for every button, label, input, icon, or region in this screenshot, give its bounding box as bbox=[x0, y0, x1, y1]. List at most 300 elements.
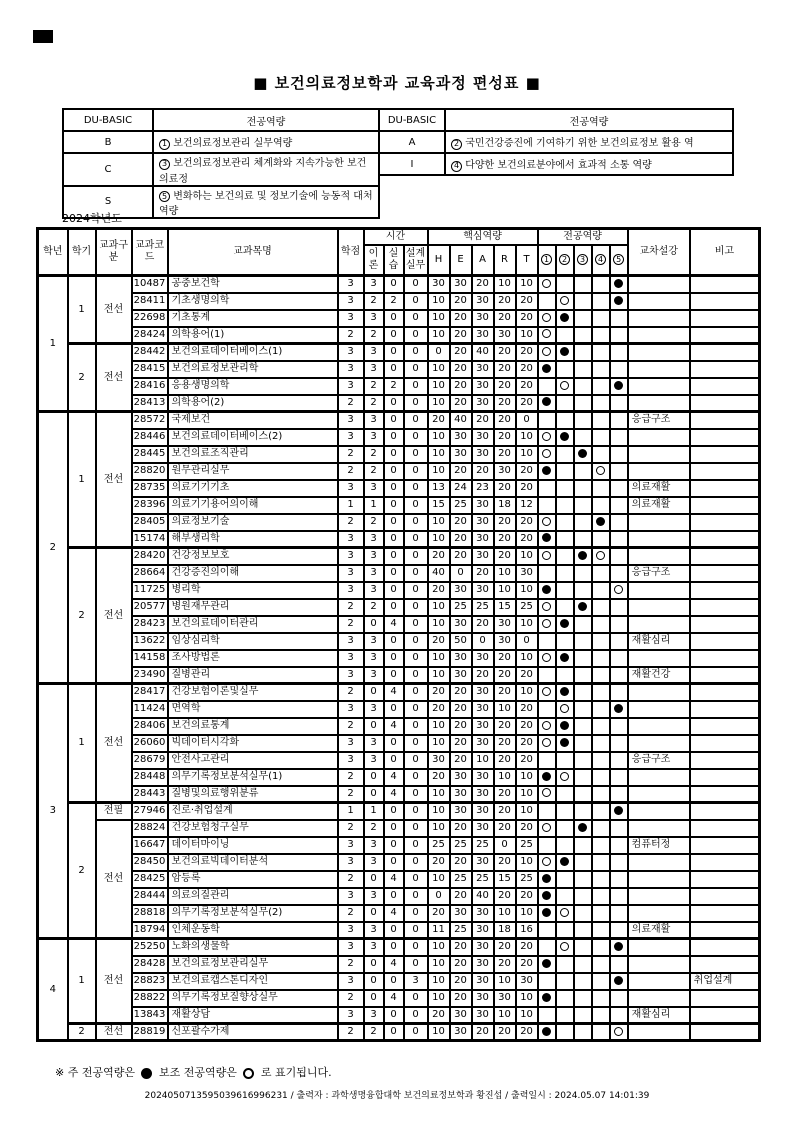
primary-competency-mark bbox=[596, 517, 605, 526]
circled-number: 5 bbox=[159, 191, 170, 202]
cell-major-mark-1 bbox=[538, 735, 556, 752]
cell-cross-listed bbox=[628, 786, 690, 803]
cell-heart-t: 20 bbox=[516, 514, 538, 531]
cell-hours-design: 0 bbox=[404, 939, 428, 956]
secondary-competency-mark bbox=[542, 449, 551, 458]
cell-heart-r: 30 bbox=[494, 990, 516, 1007]
cell-heart-h: 20 bbox=[428, 769, 450, 786]
cell-major-mark-2 bbox=[556, 803, 574, 820]
cell-major-mark-3 bbox=[574, 888, 592, 905]
cell-heart-a: 30 bbox=[472, 395, 494, 412]
cell-cross-listed: 컴퓨터정 bbox=[628, 837, 690, 854]
cell-course-type: 전필 bbox=[96, 803, 132, 820]
cell-course-code: 16647 bbox=[132, 837, 168, 854]
cell-hours-design: 0 bbox=[404, 412, 428, 429]
cell-hours-practice: 0 bbox=[384, 446, 404, 463]
course-row bbox=[38, 735, 760, 752]
cell-credits: 3 bbox=[338, 939, 364, 956]
cell-course-code: 28572 bbox=[132, 412, 168, 429]
cell-heart-r: 10 bbox=[494, 276, 516, 293]
course-row bbox=[38, 990, 760, 1007]
primary-competency-mark bbox=[614, 296, 623, 305]
cell-major-mark-3 bbox=[574, 276, 592, 293]
cell-major-mark-1 bbox=[538, 633, 556, 650]
cell-major-mark-2 bbox=[556, 735, 574, 752]
cell-course-name: 보건의료데이터베이스(1) bbox=[168, 344, 338, 361]
cell-major-mark-2 bbox=[556, 1007, 574, 1024]
cell-heart-t: 10 bbox=[516, 582, 538, 599]
course-row bbox=[38, 701, 760, 718]
header-semester: 학기 bbox=[68, 229, 96, 276]
course-row bbox=[38, 514, 760, 531]
cell-heart-r: 20 bbox=[494, 429, 516, 446]
cell-semester: 2 bbox=[68, 548, 96, 684]
cell-credits: 1 bbox=[338, 497, 364, 514]
cell-hours-design: 0 bbox=[404, 854, 428, 871]
cell-major-mark-1 bbox=[538, 786, 556, 803]
cell-hours-design: 0 bbox=[404, 752, 428, 769]
cell-heart-e: 20 bbox=[450, 735, 472, 752]
cell-major-mark-2 bbox=[556, 344, 574, 361]
cell-hours-design: 0 bbox=[404, 514, 428, 531]
cell-major-mark-1 bbox=[538, 548, 556, 565]
cell-course-code: 28446 bbox=[132, 429, 168, 446]
cell-heart-a: 30 bbox=[472, 429, 494, 446]
cell-major-mark-2 bbox=[556, 429, 574, 446]
cell-heart-r: 20 bbox=[494, 531, 516, 548]
cell-hours-theory: 2 bbox=[364, 514, 384, 531]
secondary-competency-mark bbox=[542, 619, 551, 628]
cell-cross-listed bbox=[628, 395, 690, 412]
cell-note bbox=[690, 786, 760, 803]
cell-credits: 3 bbox=[338, 701, 364, 718]
cell-cross-listed: 응급구조 bbox=[628, 565, 690, 582]
cell-major-mark-3 bbox=[574, 718, 592, 735]
secondary-competency-mark bbox=[542, 347, 551, 356]
cell-major-mark-2 bbox=[556, 1024, 574, 1041]
cell-hours-design: 0 bbox=[404, 871, 428, 888]
cell-major-mark-1 bbox=[538, 905, 556, 922]
cell-heart-e: 30 bbox=[450, 905, 472, 922]
cell-note bbox=[690, 718, 760, 735]
cell-heart-t: 10 bbox=[516, 990, 538, 1007]
cell-heart-r: 20 bbox=[494, 378, 516, 395]
cell-course-name: 병리학 bbox=[168, 582, 338, 599]
cell-major-mark-2 bbox=[556, 497, 574, 514]
secondary-competency-mark bbox=[542, 279, 551, 288]
cell-course-type: 전선 bbox=[96, 1024, 132, 1041]
cell-heart-a: 25 bbox=[472, 871, 494, 888]
cell-heart-t: 20 bbox=[516, 939, 538, 956]
competency-text: 다양한 보건의료분야에서 효과적 소통 역량 bbox=[465, 160, 652, 172]
cell-credits: 2 bbox=[338, 820, 364, 837]
cell-hours-practice: 4 bbox=[384, 956, 404, 973]
cell-major-mark-1 bbox=[538, 531, 556, 548]
cell-major-mark-5 bbox=[610, 718, 628, 735]
cell-hours-theory: 2 bbox=[364, 395, 384, 412]
cell-heart-a: 30 bbox=[472, 701, 494, 718]
cell-hours-design: 0 bbox=[404, 616, 428, 633]
cell-major-mark-5 bbox=[610, 735, 628, 752]
cell-hours-practice: 0 bbox=[384, 820, 404, 837]
cell-major-mark-3 bbox=[574, 650, 592, 667]
cell-note bbox=[690, 531, 760, 548]
cell-major-mark-4 bbox=[592, 616, 610, 633]
cell-year: 3 bbox=[38, 684, 68, 939]
course-row bbox=[38, 973, 760, 990]
cell-major-mark-1 bbox=[538, 667, 556, 684]
du-basic-header: DU-BASIC bbox=[63, 109, 153, 131]
primary-competency-mark bbox=[542, 874, 551, 883]
cell-major-mark-1 bbox=[538, 769, 556, 786]
cell-hours-practice: 0 bbox=[384, 395, 404, 412]
cell-hours-design: 0 bbox=[404, 803, 428, 820]
cell-major-mark-4 bbox=[592, 633, 610, 650]
header-major-1 bbox=[538, 245, 556, 276]
cell-major-mark-3 bbox=[574, 752, 592, 769]
cell-major-mark-1 bbox=[538, 565, 556, 582]
cell-cross-listed bbox=[628, 599, 690, 616]
cell-note bbox=[690, 905, 760, 922]
cell-major-mark-3 bbox=[574, 599, 592, 616]
cell-hours-design: 0 bbox=[404, 565, 428, 582]
cell-heart-t: 16 bbox=[516, 922, 538, 939]
cell-note bbox=[690, 820, 760, 837]
cell-major-mark-3 bbox=[574, 548, 592, 565]
cell-heart-t: 20 bbox=[516, 735, 538, 752]
cell-hours-theory: 3 bbox=[364, 888, 384, 905]
cell-major-mark-3 bbox=[574, 344, 592, 361]
cell-course-name: 질병관리 bbox=[168, 667, 338, 684]
cell-note bbox=[690, 293, 760, 310]
cell-major-mark-3 bbox=[574, 854, 592, 871]
cell-major-mark-5 bbox=[610, 480, 628, 497]
cell-heart-a: 30 bbox=[472, 446, 494, 463]
cell-hours-theory: 3 bbox=[364, 361, 384, 378]
cell-hours-design: 0 bbox=[404, 327, 428, 344]
cell-major-mark-3 bbox=[574, 616, 592, 633]
cell-note bbox=[690, 752, 760, 769]
cell-major-mark-3 bbox=[574, 905, 592, 922]
cell-note bbox=[690, 276, 760, 293]
competency-header: 전공역량 bbox=[445, 109, 733, 131]
cell-major-mark-4 bbox=[592, 344, 610, 361]
cell-heart-r: 20 bbox=[494, 752, 516, 769]
competency-text: 보건의료정보관리 체계화와 지속가능한 보건의료정 bbox=[159, 158, 367, 185]
cell-hours-design: 0 bbox=[404, 344, 428, 361]
cell-credits: 2 bbox=[338, 871, 364, 888]
cell-major-mark-5 bbox=[610, 361, 628, 378]
cell-major-mark-5 bbox=[610, 378, 628, 395]
cell-major-mark-2 bbox=[556, 701, 574, 718]
cell-hours-practice: 0 bbox=[384, 565, 404, 582]
cell-heart-e: 20 bbox=[450, 990, 472, 1007]
header-course-type: 교과구분 bbox=[96, 229, 132, 276]
cell-note bbox=[690, 667, 760, 684]
cell-credits: 3 bbox=[338, 310, 364, 327]
cell-heart-h: 20 bbox=[428, 412, 450, 429]
header-t: T bbox=[516, 245, 538, 276]
course-row bbox=[38, 548, 760, 565]
cell-hours-practice: 0 bbox=[384, 344, 404, 361]
cell-cross-listed: 재활건강 bbox=[628, 667, 690, 684]
cell-heart-e: 0 bbox=[450, 565, 472, 582]
cell-hours-practice: 0 bbox=[384, 922, 404, 939]
cell-heart-h: 20 bbox=[428, 684, 450, 701]
header-course-code: 교과코드 bbox=[132, 229, 168, 276]
cell-credits: 3 bbox=[338, 922, 364, 939]
competency-text: 보건의료정보관리 실무역량 bbox=[173, 138, 293, 150]
cell-major-mark-5 bbox=[610, 854, 628, 871]
cell-heart-a: 20 bbox=[472, 667, 494, 684]
cell-heart-h: 40 bbox=[428, 565, 450, 582]
cell-major-mark-2 bbox=[556, 939, 574, 956]
cell-course-name: 진로·취업설계 bbox=[168, 803, 338, 820]
cell-major-mark-2 bbox=[556, 599, 574, 616]
cell-heart-a: 30 bbox=[472, 293, 494, 310]
cell-cross-listed bbox=[628, 378, 690, 395]
competency-header: 전공역량 bbox=[153, 109, 379, 131]
cell-heart-e: 20 bbox=[450, 973, 472, 990]
cell-major-mark-4 bbox=[592, 718, 610, 735]
primary-competency-mark bbox=[542, 772, 551, 781]
cell-course-code: 28823 bbox=[132, 973, 168, 990]
cell-heart-r: 20 bbox=[494, 344, 516, 361]
competency-table-right bbox=[378, 108, 734, 176]
header-major-group: 전공역량 bbox=[538, 229, 628, 245]
cell-course-name: 면역학 bbox=[168, 701, 338, 718]
cell-course-name: 보건의료정보관리학 bbox=[168, 361, 338, 378]
footnote-text: 로 표기됩니다. bbox=[260, 1066, 332, 1079]
cell-major-mark-5 bbox=[610, 803, 628, 820]
cell-course-name: 건강정보보호 bbox=[168, 548, 338, 565]
cell-heart-e: 20 bbox=[450, 378, 472, 395]
secondary-competency-mark bbox=[542, 738, 551, 747]
cell-heart-t: 20 bbox=[516, 667, 538, 684]
curriculum-table-wrap bbox=[36, 227, 761, 1042]
cell-heart-r: 20 bbox=[494, 548, 516, 565]
cell-major-mark-4 bbox=[592, 820, 610, 837]
cell-major-mark-2 bbox=[556, 922, 574, 939]
cell-major-mark-1 bbox=[538, 446, 556, 463]
cell-heart-t: 20 bbox=[516, 820, 538, 837]
cell-major-mark-3 bbox=[574, 684, 592, 701]
cell-heart-a: 30 bbox=[472, 854, 494, 871]
primary-competency-mark bbox=[542, 585, 551, 594]
cell-credits: 3 bbox=[338, 752, 364, 769]
footnote-text: ※ 주 전공역량은 bbox=[55, 1066, 135, 1079]
header-credits: 학점 bbox=[338, 229, 364, 276]
cell-major-mark-1 bbox=[538, 718, 556, 735]
cell-heart-h: 10 bbox=[428, 395, 450, 412]
cell-hours-theory: 0 bbox=[364, 718, 384, 735]
cell-major-mark-3 bbox=[574, 310, 592, 327]
cell-major-mark-3 bbox=[574, 667, 592, 684]
print-info-line: 2024050713595039616996231 / 출력자 : 과학생명융합대학 보건의료정보학과 황진섭 / 출력일시 : 2024.05.07 14:01:39 bbox=[144, 1091, 650, 1101]
cell-heart-t: 10 bbox=[516, 548, 538, 565]
cell-major-mark-4 bbox=[592, 463, 610, 480]
course-row bbox=[38, 378, 760, 395]
cell-course-code: 28420 bbox=[132, 548, 168, 565]
cell-hours-practice: 4 bbox=[384, 905, 404, 922]
cell-hours-theory: 3 bbox=[364, 735, 384, 752]
cell-heart-t: 0 bbox=[516, 412, 538, 429]
cell-cross-listed bbox=[628, 616, 690, 633]
cell-credits: 3 bbox=[338, 582, 364, 599]
cell-major-mark-4 bbox=[592, 480, 610, 497]
cell-heart-a: 30 bbox=[472, 531, 494, 548]
cell-major-mark-2 bbox=[556, 412, 574, 429]
cell-heart-r: 20 bbox=[494, 650, 516, 667]
course-row bbox=[38, 837, 760, 854]
cell-course-code: 28450 bbox=[132, 854, 168, 871]
cell-heart-a: 30 bbox=[472, 548, 494, 565]
cell-heart-h: 10 bbox=[428, 446, 450, 463]
cell-heart-a: 40 bbox=[472, 888, 494, 905]
cell-heart-e: 25 bbox=[450, 599, 472, 616]
cell-hours-theory: 3 bbox=[364, 922, 384, 939]
footnote-text: 보조 전공역량은 bbox=[158, 1066, 237, 1079]
cell-heart-a: 10 bbox=[472, 752, 494, 769]
course-row bbox=[38, 463, 760, 480]
cell-major-mark-5 bbox=[610, 565, 628, 582]
cell-heart-e: 30 bbox=[450, 1007, 472, 1024]
cell-note bbox=[690, 701, 760, 718]
cell-major-mark-5 bbox=[610, 752, 628, 769]
cell-major-mark-3 bbox=[574, 973, 592, 990]
header-e: E bbox=[450, 245, 472, 276]
header-major-2 bbox=[556, 245, 574, 276]
cell-hours-theory: 3 bbox=[364, 429, 384, 446]
cell-heart-e: 25 bbox=[450, 497, 472, 514]
cell-cross-listed bbox=[628, 361, 690, 378]
cell-hours-theory: 3 bbox=[364, 701, 384, 718]
cell-major-mark-2 bbox=[556, 514, 574, 531]
cell-major-mark-5 bbox=[610, 310, 628, 327]
cell-major-mark-2 bbox=[556, 820, 574, 837]
cell-note bbox=[690, 854, 760, 871]
cell-heart-t: 10 bbox=[516, 1007, 538, 1024]
cell-course-code: 22698 bbox=[132, 310, 168, 327]
cell-hours-design: 0 bbox=[404, 820, 428, 837]
cell-cross-listed bbox=[628, 956, 690, 973]
cell-heart-h: 20 bbox=[428, 582, 450, 599]
cell-heart-a: 30 bbox=[472, 939, 494, 956]
cell-hours-design: 0 bbox=[404, 956, 428, 973]
cell-hours-design: 0 bbox=[404, 905, 428, 922]
competency-table-left bbox=[62, 108, 380, 219]
cell-course-code: 28396 bbox=[132, 497, 168, 514]
course-row bbox=[38, 667, 760, 684]
cell-hours-design: 0 bbox=[404, 497, 428, 514]
cell-hours-design: 0 bbox=[404, 463, 428, 480]
secondary-competency-mark bbox=[542, 313, 551, 322]
cell-course-code: 20577 bbox=[132, 599, 168, 616]
cell-hours-theory: 3 bbox=[364, 854, 384, 871]
cell-course-name: 의무기록정보분석실무(2) bbox=[168, 905, 338, 922]
cell-major-mark-4 bbox=[592, 667, 610, 684]
secondary-competency-mark bbox=[542, 788, 551, 797]
cell-heart-t: 30 bbox=[516, 565, 538, 582]
cell-heart-t: 10 bbox=[516, 803, 538, 820]
cell-major-mark-4 bbox=[592, 684, 610, 701]
cell-hours-practice: 0 bbox=[384, 514, 404, 531]
cell-major-mark-3 bbox=[574, 395, 592, 412]
cell-major-mark-3 bbox=[574, 837, 592, 854]
cell-major-mark-4 bbox=[592, 854, 610, 871]
cell-note bbox=[690, 769, 760, 786]
cell-cross-listed bbox=[628, 582, 690, 599]
cell-heart-t: 10 bbox=[516, 769, 538, 786]
primary-competency-mark bbox=[542, 1027, 551, 1036]
cell-major-mark-2 bbox=[556, 837, 574, 854]
cell-heart-e: 30 bbox=[450, 276, 472, 293]
cell-year: 4 bbox=[38, 939, 68, 1041]
cell-credits: 2 bbox=[338, 905, 364, 922]
cell-heart-h: 20 bbox=[428, 854, 450, 871]
cell-credits: 3 bbox=[338, 1007, 364, 1024]
cell-major-mark-1 bbox=[538, 888, 556, 905]
cell-major-mark-4 bbox=[592, 531, 610, 548]
cell-cross-listed bbox=[628, 344, 690, 361]
course-row bbox=[38, 769, 760, 786]
primary-competency-mark bbox=[542, 397, 551, 406]
cell-major-mark-3 bbox=[574, 956, 592, 973]
cell-heart-r: 20 bbox=[494, 684, 516, 701]
cell-heart-r: 20 bbox=[494, 718, 516, 735]
cell-heart-r: 20 bbox=[494, 939, 516, 956]
cell-note bbox=[690, 650, 760, 667]
cell-major-mark-1 bbox=[538, 480, 556, 497]
cell-heart-r: 18 bbox=[494, 922, 516, 939]
cell-heart-r: 10 bbox=[494, 565, 516, 582]
circled-number: 2 bbox=[451, 139, 462, 150]
cell-heart-r: 20 bbox=[494, 395, 516, 412]
cell-course-code: 28413 bbox=[132, 395, 168, 412]
cell-hours-theory: 3 bbox=[364, 344, 384, 361]
du-basic-key: S bbox=[63, 186, 153, 219]
cell-hours-design: 0 bbox=[404, 361, 428, 378]
cell-cross-listed: 의료재활 bbox=[628, 497, 690, 514]
cell-heart-h: 30 bbox=[428, 752, 450, 769]
cell-heart-t: 20 bbox=[516, 752, 538, 769]
cell-course-code: 28735 bbox=[132, 480, 168, 497]
cell-course-code: 11424 bbox=[132, 701, 168, 718]
cell-note bbox=[690, 871, 760, 888]
course-row bbox=[38, 956, 760, 973]
cell-hours-practice: 4 bbox=[384, 684, 404, 701]
cell-hours-theory: 3 bbox=[364, 310, 384, 327]
cell-major-mark-2 bbox=[556, 565, 574, 582]
primary-competency-mark bbox=[560, 687, 569, 696]
cell-note bbox=[690, 480, 760, 497]
cell-major-mark-1 bbox=[538, 803, 556, 820]
cell-heart-a: 30 bbox=[472, 735, 494, 752]
cell-heart-h: 20 bbox=[428, 1007, 450, 1024]
cell-course-name: 의학용어(2) bbox=[168, 395, 338, 412]
cell-heart-h: 13 bbox=[428, 480, 450, 497]
cell-course-code: 13622 bbox=[132, 633, 168, 650]
cell-heart-r: 20 bbox=[494, 310, 516, 327]
cell-heart-r: 10 bbox=[494, 769, 516, 786]
cell-course-code: 28405 bbox=[132, 514, 168, 531]
primary-competency-mark bbox=[614, 942, 623, 951]
cell-heart-t: 10 bbox=[516, 276, 538, 293]
cell-course-name: 기초통계 bbox=[168, 310, 338, 327]
cell-heart-h: 10 bbox=[428, 327, 450, 344]
cell-major-mark-1 bbox=[538, 820, 556, 837]
cell-course-name: 건강증진의이해 bbox=[168, 565, 338, 582]
